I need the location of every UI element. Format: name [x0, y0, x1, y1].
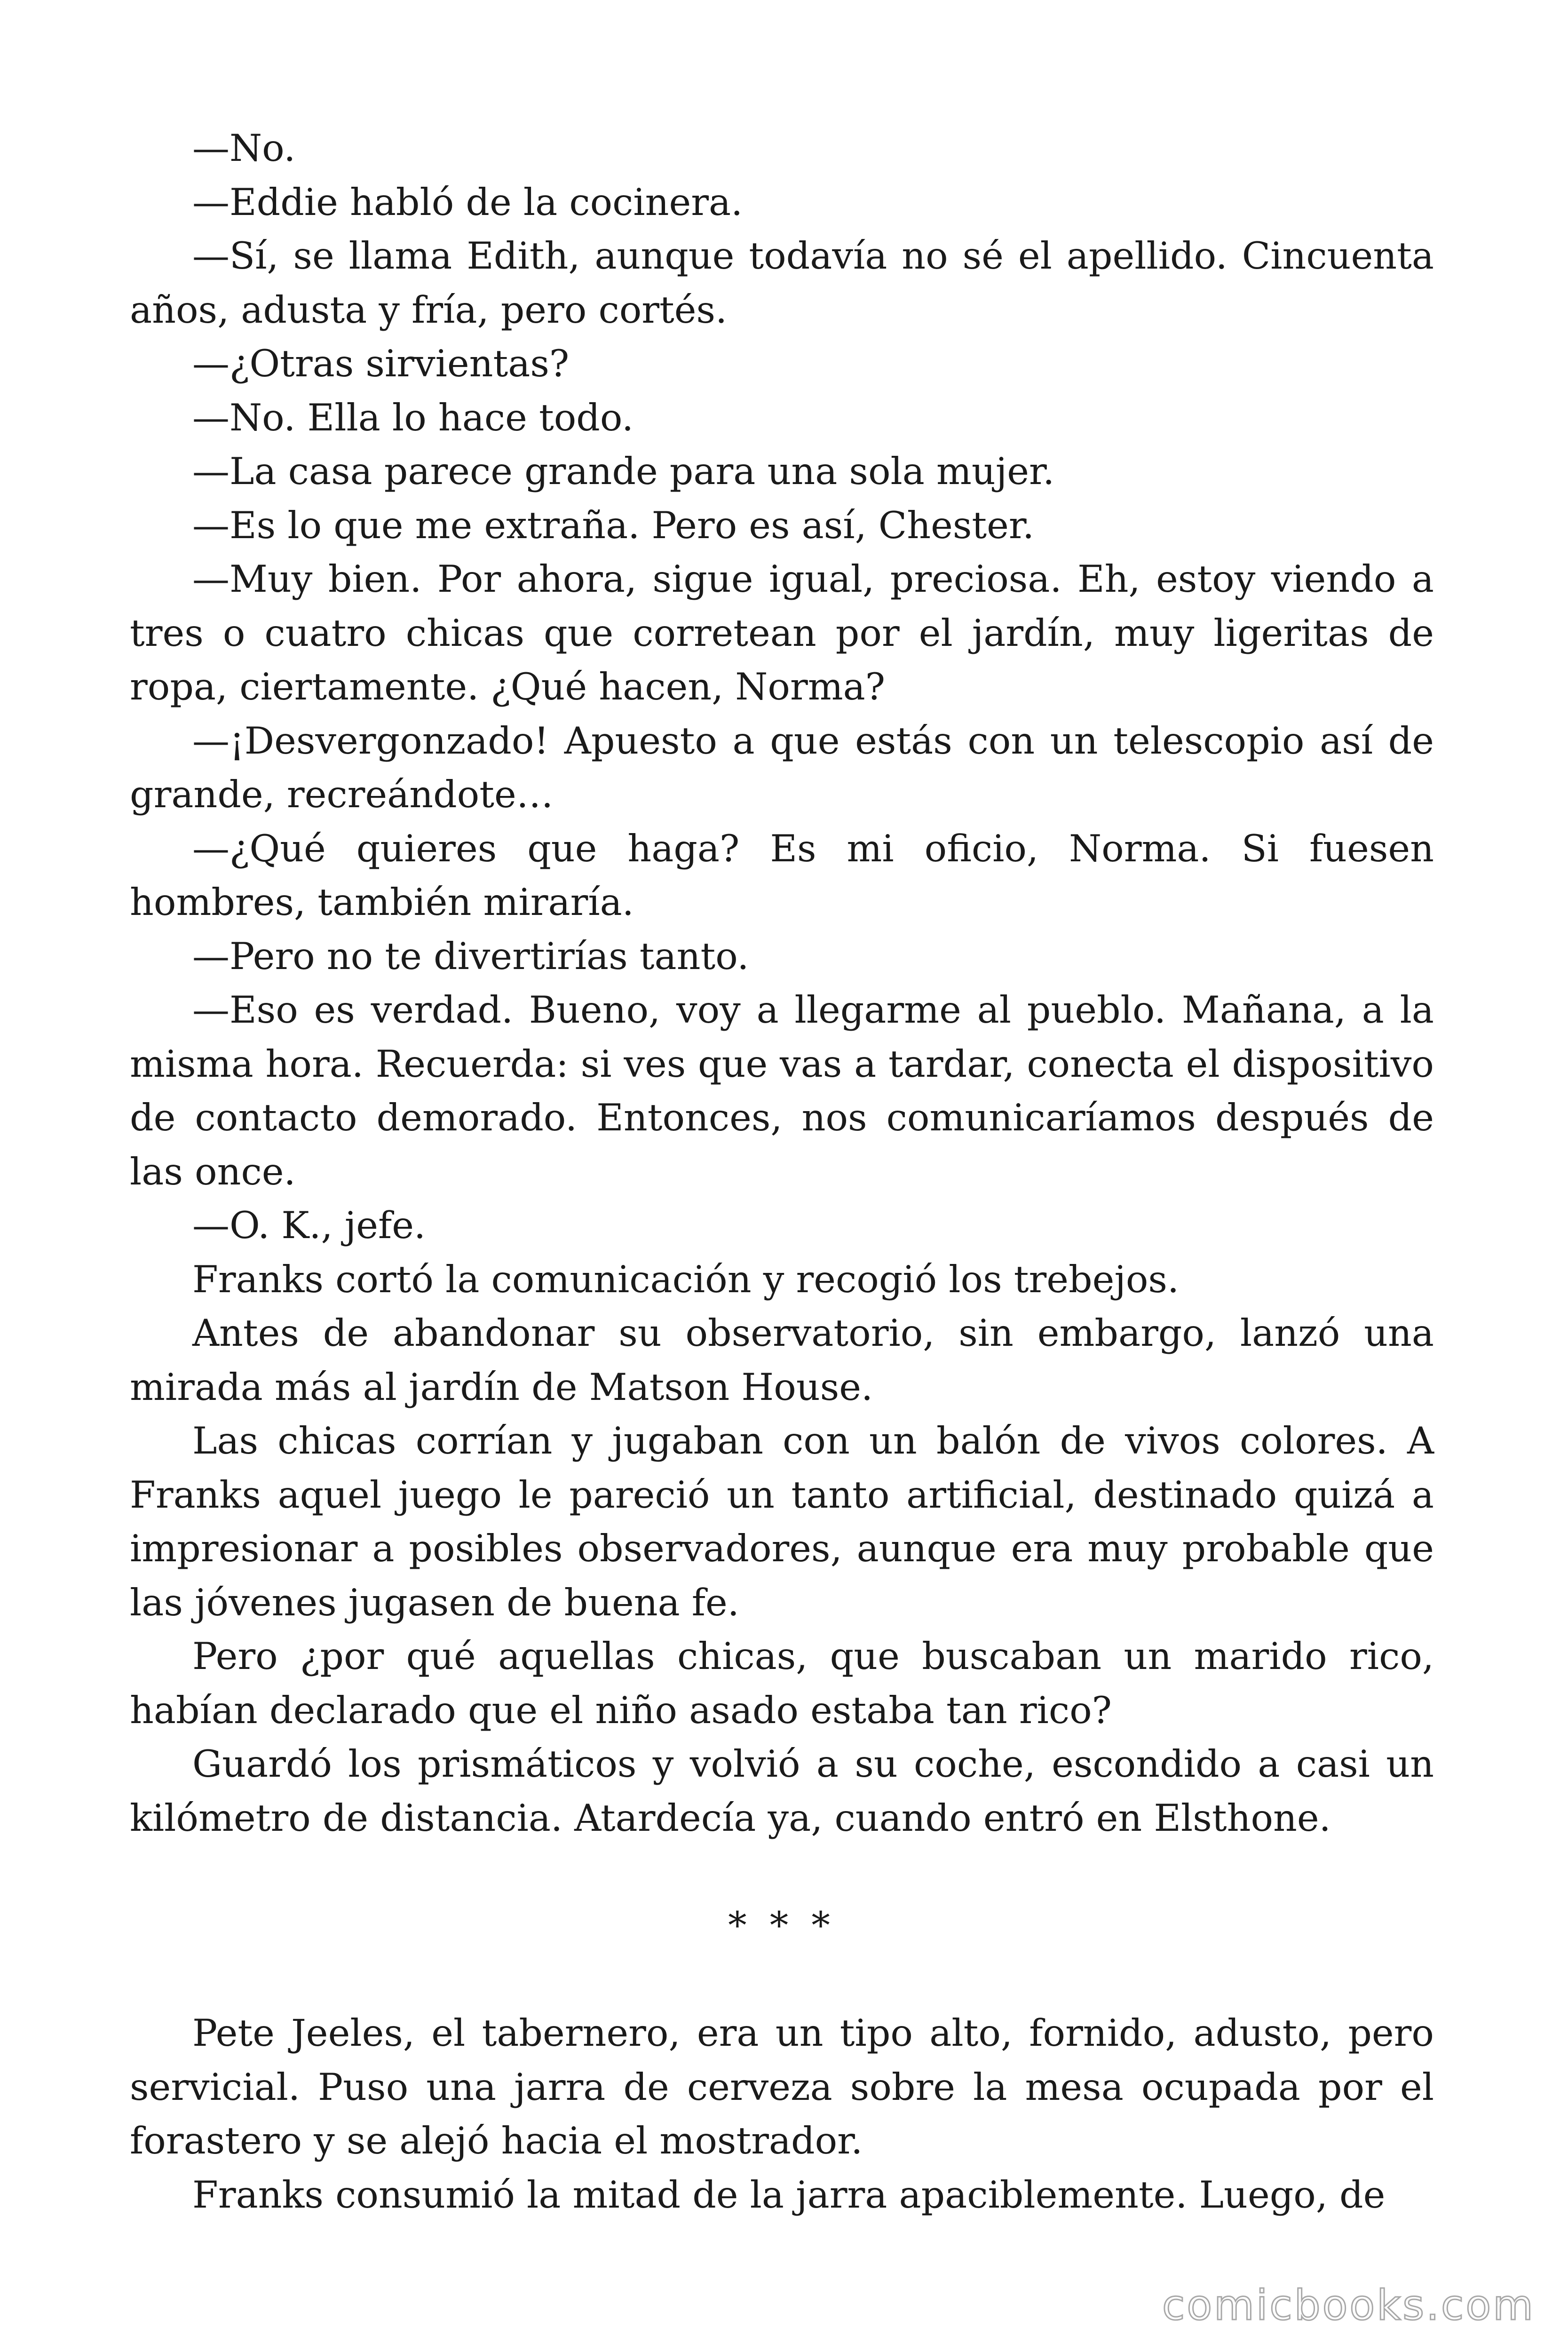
- paragraph: Franks consumió la mitad de la jarra apaciblemente. Luego, de: [192, 2173, 1386, 2217]
- paragraph: —La casa parece grande para una sola mujer.: [192, 450, 1055, 493]
- paragraph: —No.: [192, 127, 296, 170]
- body-text: [130, 121, 1434, 2222]
- paragraph: —Pero no te divertirías tanto.: [192, 934, 749, 978]
- paragraph: Pete Jeeles, el tabernero, era un tipo alto, fornido, adusto, pero servicial. Puso una jarra de cerveza sobre la mesa ocupada por el forastero y se alejó hacia el mostrador.: [130, 2011, 1434, 2162]
- paragraph: —No. Ella lo hace todo.: [192, 396, 634, 439]
- paragraph: —Eso es verdad. Bueno, voy a llegarme al pueblo. Mañana, a la misma hora. Recuerda: si ves que vas a tardar, conecta el dispositivo de contacto demorado. Entonces, nos comunicaríamos después de las once.: [130, 988, 1434, 1193]
- paragraph: —O. K., jefe.: [192, 1204, 426, 1247]
- paragraph: —¡Desvergonzado! Apuesto a que estás con un telescopio así de grande, recreándote…: [130, 719, 1434, 816]
- scene-break: * * *: [728, 1904, 836, 1947]
- paragraph: Pero ¿por qué aquellas chicas, que buscaban un marido rico, habían declarado que el niño asado estaba tan rico?: [130, 1635, 1434, 1732]
- paragraph: Antes de abandonar su observatorio, sin embargo, lanzó una mirada más al jardín de Matson House.: [130, 1311, 1434, 1409]
- paragraph: —Muy bien. Por ahora, sigue igual, preciosa. Eh, estoy viendo a tres o cuatro chicas que corretean por el jardín, muy ligeritas de ropa, ciertamente. ¿Qué hacen, Norma?: [130, 557, 1434, 708]
- paragraph: —Sí, se llama Edith, aunque todavía no sé el apellido. Cincuenta años, adusta y fría, pero cortés.: [130, 234, 1434, 332]
- paragraph: —Es lo que me extraña. Pero es así, Chester.: [192, 503, 1035, 547]
- paragraph: Guardó los prismáticos y volvió a su coche, escondido a casi un kilómetro de distancia. Atardecía ya, cuando entró en Elsthone.: [130, 1742, 1434, 1840]
- paragraph: —Eddie habló de la cocinera.: [192, 180, 743, 224]
- paragraph: —¿Qué quieres que haga? Es mi oficio, Norma. Si fuesen hombres, también miraría.: [130, 826, 1434, 924]
- paragraph: Franks cortó la comunicación y recogió los trebejos.: [192, 1257, 1180, 1301]
- paragraph: —¿Otras sirvientas?: [192, 342, 570, 385]
- paragraph: Las chicas corrían y jugaban con un balón de vivos colores. A Franks aquel juego le pareció un tanto artificial, destinado quizá a impresionar a posibles observadores, aunque era muy probable que las jóvenes jugasen de buena fe.: [130, 1419, 1434, 1624]
- watermark: comicbooks.com: [1162, 2281, 1535, 2329]
